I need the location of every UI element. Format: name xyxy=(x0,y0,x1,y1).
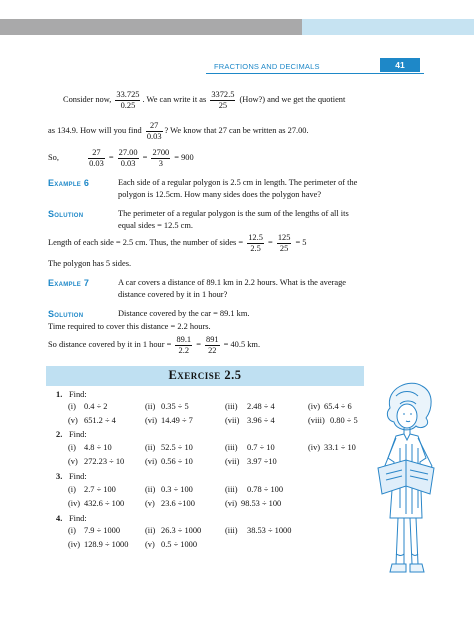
exercise-item xyxy=(68,402,107,411)
solution-6-text-2: equal sides = 12.5 cm. xyxy=(118,221,193,230)
example-6-label: Example 6 xyxy=(48,178,90,188)
item-expression: 2.48 ÷ 4 xyxy=(247,402,275,411)
item-expression: 3.97 ÷10 xyxy=(247,457,277,466)
exercise-item xyxy=(68,416,116,425)
exercise-item xyxy=(68,457,124,466)
question-number: 2. xyxy=(56,430,63,439)
item-numeral: (vi) xyxy=(145,416,158,425)
item-numeral: (v) xyxy=(145,540,155,549)
fraction: $\frac{27.00}{0.03}$ xyxy=(118,148,138,168)
item-numeral: (viii) xyxy=(308,416,325,425)
fraction: $\frac{27}{0.03}$ xyxy=(146,121,162,141)
item-numeral: (vi) xyxy=(145,457,158,466)
item-expression: 432.6 ÷ 100 xyxy=(84,499,125,508)
girl-reading-book-illustration xyxy=(360,378,460,588)
exercise-item xyxy=(68,443,112,452)
item-expression: 33.1 ÷ 10 xyxy=(324,443,356,452)
item-expression: 0.78 ÷ 100 xyxy=(247,485,284,494)
item-numeral: (i) xyxy=(68,402,76,411)
example-7-text-1: A car covers a distance of 89.1 km in 2.2 hours. What is the average xyxy=(118,278,346,287)
fraction: $\frac{891}{22}$ xyxy=(206,335,219,355)
item-expression: 0.56 ÷ 10 xyxy=(161,457,193,466)
exercise-item xyxy=(68,485,116,494)
exercise-item xyxy=(145,499,195,508)
exercise-item xyxy=(145,540,197,549)
exercise-item xyxy=(145,526,201,535)
solution-label: Solution xyxy=(48,309,84,319)
example-6-text-2: polygon is 12.5cm. How many sides does the polygon have? xyxy=(118,190,322,199)
item-expression: 0.5 ÷ 1000 xyxy=(161,540,198,549)
length-line: Length of each side = 2.5 cm. Thus, the number of sides = $\frac{12.5}{2.5}$ = $\frac{125}{25}$ = 5 xyxy=(48,233,307,253)
item-numeral: (vii) xyxy=(225,457,240,466)
fraction: $\frac{27}{0.03}$ xyxy=(89,148,104,168)
item-expression: 23.6 ÷100 xyxy=(161,499,195,508)
item-expression: 0.3 ÷ 100 xyxy=(161,485,193,494)
fraction: $\frac{33.725}{0.25}$ xyxy=(116,90,140,110)
item-expression: 52.5 ÷ 10 xyxy=(161,443,193,452)
fraction: $\frac{12.5}{2.5}$ xyxy=(248,233,263,253)
item-expression: 4.8 ÷ 10 xyxy=(84,443,112,452)
item-numeral: (iii) xyxy=(225,526,238,535)
exercise-item xyxy=(225,485,283,494)
item-expression: 26.3 ÷ 1000 xyxy=(161,526,202,535)
item-numeral: (vi) xyxy=(225,499,238,508)
exercise-item xyxy=(225,457,277,466)
item-numeral: (vii) xyxy=(225,416,240,425)
solution-6-text-1: The perimeter of a regular polygon is the sum of the lengths of all its xyxy=(118,209,349,218)
exercise-item xyxy=(68,526,120,535)
example-6-text-1: Each side of a regular polygon is 2.5 cm in length. The perimeter of the xyxy=(118,178,358,187)
item-numeral: (iv) xyxy=(68,540,81,549)
item-expression: 272.23 ÷ 10 xyxy=(84,457,125,466)
item-numeral: (ii) xyxy=(145,485,156,494)
page-number: 41 xyxy=(380,58,420,72)
item-numeral: (i) xyxy=(68,443,76,452)
question-number: 4. xyxy=(56,514,63,523)
item-numeral: (v) xyxy=(145,499,155,508)
item-expression: 0.7 ÷ 10 xyxy=(247,443,275,452)
item-expression: 65.4 ÷ 6 xyxy=(324,402,352,411)
exercise-item xyxy=(225,499,281,508)
fraction: $\frac{2700}{3}$ xyxy=(152,148,170,168)
exercise-item xyxy=(145,485,193,494)
intro-line-2: as 134.9. How will you find $\frac{27}{0.03}$ ? We know that 27 can be written as 27.00. xyxy=(48,121,309,141)
item-numeral: (ii) xyxy=(145,526,156,535)
item-expression: 0.80 ÷ 5 xyxy=(330,416,358,425)
question-number: 3. xyxy=(56,472,63,481)
item-expression: 38.53 ÷ 1000 xyxy=(247,526,292,535)
item-expression: 14.49 ÷ 7 xyxy=(161,416,193,425)
question-label: Find: xyxy=(69,430,87,439)
running-header: FRACTIONS AND DECIMALS xyxy=(214,62,320,71)
polygon-conclusion: The polygon has 5 sides. xyxy=(48,259,132,268)
intro-line-1: Consider now, $\frac{33.725}{0.25}$ . We can write it as $\frac{3372.5}{25}$ (How?) and we get the quotient xyxy=(63,90,346,110)
exercise-item xyxy=(308,416,358,425)
exercise-item xyxy=(68,499,124,508)
exercise-header-band xyxy=(46,366,364,386)
question-label: Find: xyxy=(69,514,87,523)
exercise-item xyxy=(225,443,275,452)
exercise-title: Exercise 2.5 xyxy=(168,368,242,382)
exercise-item xyxy=(145,443,193,452)
exercise-item xyxy=(145,402,189,411)
item-numeral: (iv) xyxy=(308,443,321,452)
item-numeral: (i) xyxy=(68,526,76,535)
top-bar-blue xyxy=(302,19,474,35)
time-line: Time required to cover this distance = 2.2 hours. xyxy=(48,322,211,331)
exercise-item xyxy=(145,457,193,466)
fraction: $\frac{89.1}{2.2}$ xyxy=(176,335,192,355)
item-numeral: (iii) xyxy=(225,402,238,411)
exercise-item xyxy=(225,416,275,425)
item-numeral: (v) xyxy=(68,416,78,425)
item-numeral: (iv) xyxy=(308,402,321,411)
question-label: Find: xyxy=(69,390,87,399)
item-numeral: (ii) xyxy=(145,402,156,411)
item-numeral: (iii) xyxy=(225,443,238,452)
fraction: $\frac{125}{25}$ xyxy=(277,233,291,253)
item-expression: 3.96 ÷ 4 xyxy=(247,416,275,425)
item-numeral: (iii) xyxy=(225,485,238,494)
exercise-item xyxy=(225,402,275,411)
question-label: Find: xyxy=(69,472,87,481)
question-number: 1. xyxy=(56,390,63,399)
distance-line: So distance covered by it in 1 hour = $\frac{89.1}{2.2}$ = $\frac{891}{22}$ = 40.5 km. xyxy=(48,335,261,355)
example-7-label: Example 7 xyxy=(48,278,90,288)
solution-label: Solution xyxy=(48,209,84,219)
item-expression: 651.2 ÷ 4 xyxy=(84,416,116,425)
item-numeral: (iv) xyxy=(68,499,81,508)
item-numeral: (ii) xyxy=(145,443,156,452)
item-expression: 2.7 ÷ 100 xyxy=(84,485,116,494)
exercise-item xyxy=(145,416,193,425)
intro-so-line: So, $\frac{27}{0.03}$ = $\frac{27.00}{0.03}$ = $\frac{2700}{3}$ = 900 xyxy=(48,148,194,168)
exercise-item xyxy=(225,526,291,535)
exercise-item xyxy=(68,540,128,549)
item-expression: 7.9 ÷ 1000 xyxy=(84,526,121,535)
item-expression: 98.53 ÷ 100 xyxy=(241,499,282,508)
item-numeral: (i) xyxy=(68,485,76,494)
item-numeral: (v) xyxy=(68,457,78,466)
solution-7-text-1: Distance covered by the car = 89.1 km. xyxy=(118,309,250,318)
exercise-item xyxy=(308,402,352,411)
item-expression: 128.9 ÷ 1000 xyxy=(84,540,129,549)
fraction: $\frac{3372.5}{25}$ xyxy=(211,90,235,110)
item-expression: 0.35 ÷ 5 xyxy=(161,402,189,411)
exercise-item xyxy=(308,443,356,452)
example-7-text-2: distance covered by it in 1 hour? xyxy=(118,290,228,299)
top-bar-gray xyxy=(0,19,302,35)
item-expression: 0.4 ÷ 2 xyxy=(84,402,108,411)
header-rule xyxy=(206,73,424,74)
